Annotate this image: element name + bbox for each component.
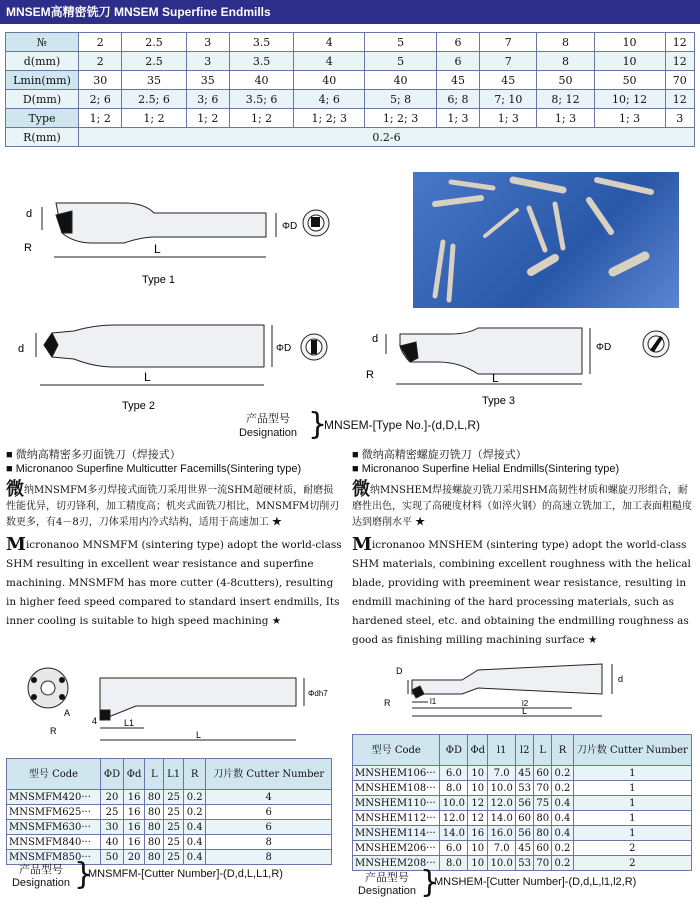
spec-cell: 4	[294, 52, 365, 71]
table-header-cell: Φd	[468, 735, 488, 766]
left-title-en: ■ Micronanoo Superfine Multicutter Facemills(Sintering type)	[6, 463, 302, 475]
type3-diagram	[360, 318, 690, 412]
table-cell: 25	[164, 820, 183, 835]
spec-row-label: Type	[6, 109, 79, 128]
spec-row-label: №	[6, 33, 79, 52]
table-cell: 1	[573, 796, 691, 811]
spec-cell: 35	[122, 71, 186, 90]
table-cell: 75	[534, 796, 552, 811]
helial-r-label: R	[384, 698, 391, 708]
table-cell: 0.2	[183, 790, 206, 805]
spec-row	[6, 109, 695, 128]
table-cell: MNSMFM630···	[7, 820, 101, 835]
spec-cell: 4; 6	[294, 90, 365, 109]
spec-cell: 3	[186, 52, 229, 71]
table-cell: 0.2	[183, 805, 206, 820]
table-cell: 7.0	[488, 766, 516, 781]
spec-cell: 3.5; 6	[230, 90, 294, 109]
table-cell: 80	[145, 805, 164, 820]
table-cell: 12.0	[440, 811, 468, 826]
table-header-cell: ΦD	[440, 735, 468, 766]
table-cell: 4	[206, 790, 332, 805]
spec-cell: 6	[436, 52, 479, 71]
helial-d-label: d	[618, 674, 624, 684]
table-cell: 60	[534, 766, 552, 781]
spec-cell: 40	[230, 71, 294, 90]
spec-cell: 10	[594, 33, 665, 52]
table-cell: 56	[516, 796, 534, 811]
table-cell: 0.4	[183, 820, 206, 835]
main-designation-code: MNSEM-[Type No.]-(d,D,L,R)	[324, 418, 481, 432]
table-cell: 10.0	[440, 796, 468, 811]
spec-cell: 1; 2	[186, 109, 229, 128]
table-cell: 8	[206, 850, 332, 865]
table-header-cell: L	[145, 759, 164, 790]
table-header-cell: R	[552, 735, 573, 766]
spec-cell: 45	[436, 71, 479, 90]
table-cell: 53	[516, 856, 534, 871]
table-row	[7, 790, 332, 805]
table-cell: 16	[123, 820, 144, 835]
table-cell: 40	[101, 835, 124, 850]
type3-l-label: L	[492, 371, 499, 385]
table-cell: 16	[123, 835, 144, 850]
helial-designation-code: MNSHEM-[Cutter Number]-(D,d,L,l1,l2,R)	[434, 876, 637, 888]
spec-cell: 5; 8	[365, 90, 436, 109]
type2-phid-label: ΦD	[276, 343, 292, 354]
table-cell: MNSHEM114···	[353, 826, 440, 841]
spec-cell: 8	[537, 33, 594, 52]
spec-row	[6, 71, 695, 90]
table-cell: 1	[573, 811, 691, 826]
table-cell: 16.0	[488, 826, 516, 841]
table-cell: 0.2	[552, 766, 573, 781]
table-cell: 1	[573, 766, 691, 781]
right-title-en: ■ Micronanoo Superfine Helial Endmills(Sintering type)	[352, 463, 620, 475]
spec-cell: 50	[537, 71, 594, 90]
left-cn-paragraph: 微纳MNSMFM多刃焊接式面铣刀采用世界一流SHM超硬材质，耐磨损性能优异，切刃锋利，加工精度高；机夹式面铣刀相比，MNSMFM切削刃数更多，有4－8刃，刀体采用内冷式结构，适用于高速加工 ★	[6, 479, 340, 528]
table-cell: 60	[516, 811, 534, 826]
table-header-cell: l1	[488, 735, 516, 766]
table-row	[353, 811, 692, 826]
facemill-diagram	[6, 660, 342, 744]
table-cell: 0.2	[552, 781, 573, 796]
spec-cell: 1; 2	[230, 109, 294, 128]
table-cell: 10	[468, 781, 488, 796]
spec-cell: 10; 12	[594, 90, 665, 109]
helial-designation-cn: 产品型号	[365, 872, 409, 884]
spec-cell: 3.5	[230, 52, 294, 71]
table-cell: 16	[123, 790, 144, 805]
table-cell: MNSHEM112···	[353, 811, 440, 826]
table-row	[353, 796, 692, 811]
facemill-l-label: L	[196, 730, 202, 740]
spec-cell: 1; 2; 3	[294, 109, 365, 128]
helial-table	[352, 734, 692, 871]
table-cell: 2	[573, 856, 691, 871]
spec-row-label: R(mm)	[6, 128, 79, 147]
table-row	[7, 820, 332, 835]
spec-cell: 35	[186, 71, 229, 90]
spec-cell: 45	[480, 71, 537, 90]
spec-cell: 7	[480, 33, 537, 52]
spec-cell: 6; 8	[436, 90, 479, 109]
table-cell: MNSMFM840···	[7, 835, 101, 850]
table-row	[353, 856, 692, 871]
table-cell: 80	[145, 850, 164, 865]
type1-l-label: L	[154, 242, 161, 256]
table-cell: 7.0	[488, 841, 516, 856]
right-section	[352, 448, 694, 650]
type2-d-label: d	[18, 343, 25, 355]
facemill-r-label: R	[50, 726, 57, 736]
spec-cell: 4	[294, 33, 365, 52]
right-title-cn: ■ 微纳高精密螺旋刃铣刀（焊接式）	[352, 449, 527, 461]
table-cell: 0.4	[552, 811, 573, 826]
helial-l-label: L	[522, 706, 528, 716]
table-cell: 8.0	[440, 781, 468, 796]
table-cell: 56	[516, 826, 534, 841]
main-designation-en: Designation	[238, 427, 298, 439]
table-cell: 80	[145, 790, 164, 805]
table-cell: 60	[534, 841, 552, 856]
spec-cell: 2	[79, 33, 122, 52]
facemill-table	[6, 758, 332, 865]
table-cell: 25	[164, 850, 183, 865]
spec-cell: 40	[294, 71, 365, 90]
table-cell: 25	[164, 805, 183, 820]
spec-cell: 10	[594, 52, 665, 71]
table-cell: 12	[468, 796, 488, 811]
table-cell: 45	[516, 841, 534, 856]
table-cell: 25	[164, 835, 183, 850]
spec-cell: 2.5; 6	[122, 90, 186, 109]
spec-cell: 2	[79, 52, 122, 71]
facemill-a-label: A	[64, 708, 71, 718]
table-cell: 16	[123, 805, 144, 820]
spec-cell: 12	[665, 33, 694, 52]
facemill-designation-code: MNSMFM-[Cutter Number]-(D,d,L,L1,R)	[88, 868, 283, 880]
type3-phid-label: ΦD	[596, 342, 612, 353]
spec-cell: 3	[186, 33, 229, 52]
table-cell: 53	[516, 781, 534, 796]
spec-cell: 1; 3	[537, 109, 594, 128]
table-row	[353, 766, 692, 781]
table-cell: 0.4	[183, 850, 206, 865]
type3-r-label: R	[366, 369, 374, 381]
table-cell: 70	[534, 781, 552, 796]
table-cell: 1	[573, 826, 691, 841]
spec-cell: 1; 2	[122, 109, 186, 128]
spec-cell: 2.5	[122, 52, 186, 71]
table-cell: MNSMFM625···	[7, 805, 101, 820]
type1-diagram	[14, 185, 344, 290]
table-cell: 80	[145, 820, 164, 835]
table-cell: 12	[468, 811, 488, 826]
type1-r-label: R	[24, 242, 32, 254]
spec-cell: 1; 2	[79, 109, 122, 128]
spec-cell: 1; 2; 3	[365, 109, 436, 128]
table-cell: 6.0	[440, 841, 468, 856]
table-cell: 20	[101, 790, 124, 805]
table-cell: MNSHEM208···	[353, 856, 440, 871]
spec-cell: 7	[480, 52, 537, 71]
spec-cell: 70	[665, 71, 694, 90]
table-cell: 16	[468, 826, 488, 841]
spec-cell: 12	[665, 90, 694, 109]
table-cell: 14.0	[488, 811, 516, 826]
table-cell: 50	[101, 850, 124, 865]
spec-row	[6, 33, 695, 52]
facemill-phid-label: Φdh7	[308, 689, 328, 698]
spec-cell: 1; 3	[480, 109, 537, 128]
table-header-row	[353, 735, 692, 766]
table-header-cell: 型号 Code	[7, 759, 101, 790]
spec-cell: 6	[436, 33, 479, 52]
table-row	[7, 850, 332, 865]
type1-phid-label: ΦD	[282, 221, 298, 232]
table-row	[353, 826, 692, 841]
type3-d-label: d	[372, 333, 379, 345]
table-cell: 25	[164, 790, 183, 805]
table-header-cell: 型号 Code	[353, 735, 440, 766]
helial-diagram	[372, 650, 672, 724]
spec-row	[6, 90, 695, 109]
table-header-cell: ΦD	[101, 759, 124, 790]
spec-row-label: d(mm)	[6, 52, 79, 71]
spec-cell: 7; 10	[480, 90, 537, 109]
spec-row	[6, 52, 695, 71]
table-cell: 6	[206, 820, 332, 835]
helial-l2-label: l2	[522, 699, 529, 708]
table-cell: 20	[123, 850, 144, 865]
right-en-paragraph: Micronanoo MNSHEM (sintering type) adopt the world-class SHM materials, combining excellent roughness with the helical blade, providing with preeminent wear resistance, resulting in endmill machining of the hard processing materials, such as hardened steel, etc. and obtaining the endmilling roughness as good as finishing milling machining surface ★	[352, 534, 691, 646]
table-cell: 2	[573, 841, 691, 856]
table-header-cell: L	[534, 735, 552, 766]
spec-row-label: Lmin(mm)	[6, 71, 79, 90]
spec-cell: 5	[365, 33, 436, 52]
type2-caption: Type 2	[122, 400, 156, 412]
table-header-cell: l2	[516, 735, 534, 766]
facemill-4-label: 4	[92, 716, 98, 726]
spec-cell: 1; 3	[436, 109, 479, 128]
table-cell: 1	[573, 781, 691, 796]
spec-cell: 3; 6	[186, 90, 229, 109]
table-header-row	[7, 759, 332, 790]
page-title: MNSEM高精密铣刀 MNSEM Superfine Endmills	[0, 0, 700, 24]
table-cell: 0.4	[552, 826, 573, 841]
left-section	[6, 448, 342, 631]
facemill-designation-cn: 产品型号	[19, 864, 63, 876]
facemill-l1-label: L1	[124, 718, 135, 728]
right-cn-paragraph: 微纳MNSHEM焊接螺旋刃铣刀采用SHM高韧性材质和螺旋刃形组合，耐磨性出色，实现了高硬度材料（如淬火钢）的高速立铣加工，加工表面粗糙度达到磨削水平 ★	[352, 479, 692, 528]
spec-cell: 1; 3	[594, 109, 665, 128]
helial-l1-label: l1	[430, 697, 437, 706]
spec-cell: 3.5	[230, 33, 294, 52]
table-cell: 6.0	[440, 766, 468, 781]
table-cell: 80	[534, 826, 552, 841]
table-row	[7, 835, 332, 850]
table-cell: 10.0	[488, 781, 516, 796]
table-cell: MNSMFM420···	[7, 790, 101, 805]
table-cell: MNSHEM110···	[353, 796, 440, 811]
spec-cell: 12	[665, 52, 694, 71]
table-cell: 0.4	[552, 796, 573, 811]
table-cell: 80	[145, 835, 164, 850]
helial-designation-en: Designation	[357, 885, 417, 897]
table-cell: 8	[206, 835, 332, 850]
table-cell: MNSHEM206···	[353, 841, 440, 856]
table-header-cell: 刀片数 Cutter Number	[573, 735, 691, 766]
spec-cell: 2; 6	[79, 90, 122, 109]
table-header-cell: R	[183, 759, 206, 790]
table-cell: 80	[534, 811, 552, 826]
table-cell: MNSHEM106···	[353, 766, 440, 781]
left-title-cn: ■ 微纳高精密多刃面铣刀（焊接式）	[6, 449, 181, 461]
table-row	[353, 781, 692, 796]
table-cell: 8.0	[440, 856, 468, 871]
helial-d-big-label: D	[396, 666, 403, 676]
spec-cell: 3	[665, 109, 694, 128]
spec-cell: 30	[79, 71, 122, 90]
spec-cell: 5	[365, 52, 436, 71]
table-cell: 0.4	[183, 835, 206, 850]
product-photo	[413, 172, 679, 308]
table-cell: 10.0	[488, 856, 516, 871]
left-en-paragraph: Micronanoo MNSMFM (sintering type) adopt the world-class SHM resulting in excellent wear resistance and superfine machining. MNSMFM has more cutter (4-8cutters), resulting in higher feed speed compared to standard insert endmills, Its inner cooling is suitable to high speed machining ★	[6, 534, 342, 627]
spec-cell: 40	[365, 71, 436, 90]
spec-cell: 8	[537, 52, 594, 71]
table-cell: 0.2	[552, 841, 573, 856]
table-header-cell: L1	[164, 759, 183, 790]
table-cell: 0.2	[552, 856, 573, 871]
table-cell: MNSMFM850···	[7, 850, 101, 865]
type2-l-label: L	[144, 370, 151, 384]
table-cell: 10	[468, 766, 488, 781]
table-header-cell: Φd	[123, 759, 144, 790]
table-cell: 10	[468, 841, 488, 856]
main-designation-cn: 产品型号	[246, 413, 290, 425]
table-cell: 10	[468, 856, 488, 871]
spec-row-label: D(mm)	[6, 90, 79, 109]
type1-caption: Type 1	[142, 274, 176, 286]
table-cell: 45	[516, 766, 534, 781]
facemill-designation-en: Designation	[11, 877, 71, 889]
spec-cell: 0.2-6	[79, 128, 695, 147]
table-header-cell: 刀片数 Cutter Number	[206, 759, 332, 790]
table-cell: 25	[101, 805, 124, 820]
spec-cell: 8; 12	[537, 90, 594, 109]
table-cell: MNSHEM108···	[353, 781, 440, 796]
table-cell: 70	[534, 856, 552, 871]
table-cell: 6	[206, 805, 332, 820]
table-cell: 14.0	[440, 826, 468, 841]
table-cell: 12.0	[488, 796, 516, 811]
type1-d-label: d	[26, 208, 33, 220]
table-cell: 30	[101, 820, 124, 835]
table-row	[7, 805, 332, 820]
type2-diagram	[14, 305, 334, 413]
spec-row	[6, 128, 695, 147]
spec-cell: 50	[594, 71, 665, 90]
table-row	[353, 841, 692, 856]
spec-table	[5, 32, 695, 147]
type3-caption: Type 3	[482, 395, 516, 407]
spec-cell: 2.5	[122, 33, 186, 52]
